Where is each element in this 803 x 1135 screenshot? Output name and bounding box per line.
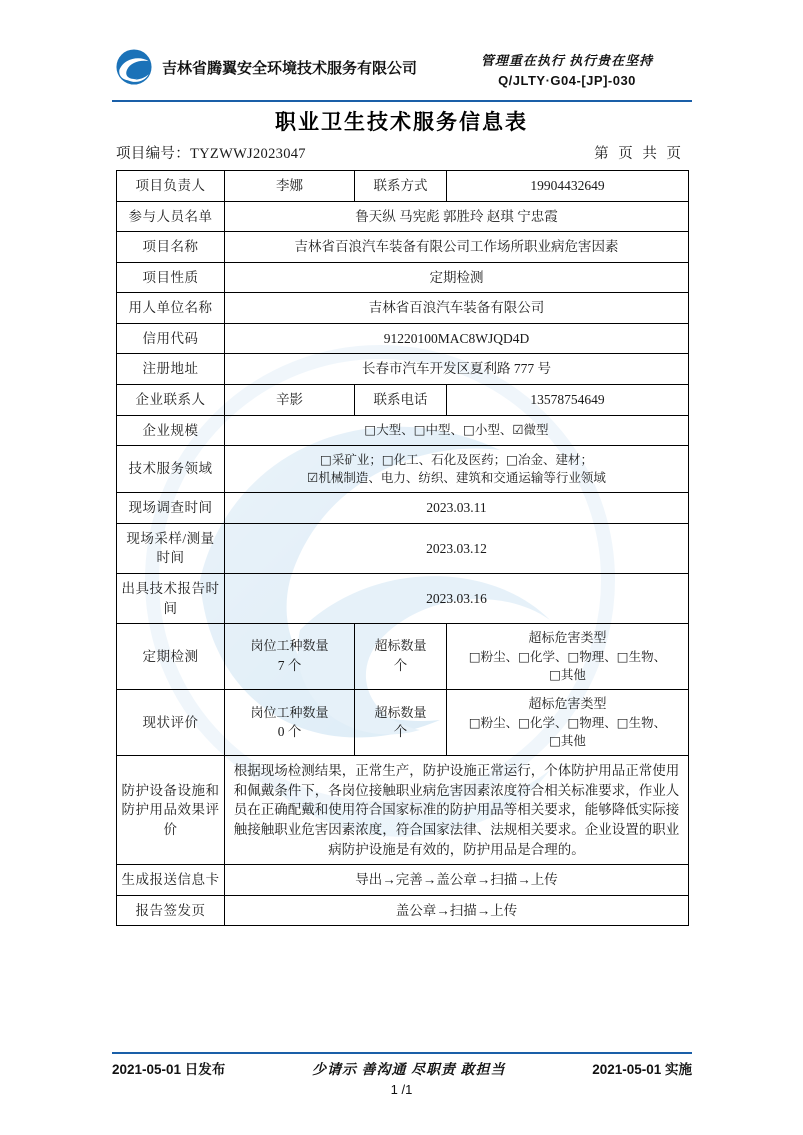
- periodic-job-count-title: 岗位工种数量: [250, 638, 329, 654]
- table-row: [117, 523, 689, 573]
- periodic-hazard-type-line-1: □粉尘、□化学、□物理、□生物、: [468, 648, 667, 664]
- table-row: [117, 415, 689, 446]
- row-value-survey-date: 2023.03.11: [225, 493, 689, 524]
- table-row-status-evaluation: [117, 690, 689, 756]
- row-label-registered-address: 注册地址: [117, 354, 225, 385]
- row-value-sampling-date: 2023.03.12: [225, 523, 689, 573]
- periodic-exceed-count: [355, 624, 447, 690]
- periodic-exceed-count-title: 超标数量: [374, 638, 427, 654]
- table-row: [117, 232, 689, 263]
- project-line: [116, 142, 688, 163]
- table-row-protection-evaluation: [117, 756, 689, 865]
- status-exceed-count-title: 超标数量: [374, 704, 427, 720]
- table-row: [117, 293, 689, 324]
- project-number-value: TYZWWJ2023047: [190, 146, 306, 162]
- row-label-service-field: 技术服务领域: [117, 446, 225, 493]
- periodic-exceed-count-value: 个: [393, 658, 408, 674]
- row-value-credit-code: 91220100MAC8WJQD4D: [225, 323, 689, 354]
- footer-slogan: 少请示 善沟通 尽职责 敢担当: [312, 1063, 506, 1078]
- footer-divider: [112, 1052, 692, 1054]
- company-name-text: 吉林省腾翼安全环境技术服务有限公司: [162, 59, 418, 77]
- status-exceed-count: [355, 690, 447, 756]
- row-label-report-card: 生成报送信息卡: [117, 865, 225, 896]
- footer-page-number: 1 /1: [390, 1082, 413, 1097]
- table-row: [117, 493, 689, 524]
- row-label-enterprise-phone: 联系电话: [355, 384, 447, 415]
- row-value-enterprise-contact: 辛影: [225, 384, 355, 415]
- table-row: [117, 201, 689, 232]
- info-table: [116, 170, 689, 926]
- status-hazard-type-title: 超标危害类型: [528, 696, 607, 712]
- row-label-protection-evaluation: 防护设备设施和防护用品效果评价: [117, 756, 225, 865]
- table-row: [117, 865, 689, 896]
- page-title: 职业卫生技术服务信息表: [275, 111, 528, 134]
- footer-effective-date: 2021-05-01 实施: [592, 1062, 692, 1077]
- periodic-hazard-type: [447, 624, 689, 690]
- periodic-job-count-value: 7 个: [277, 658, 302, 674]
- service-field-line-1: □采矿业；□化工、石化及医药；□冶金、建材；: [320, 452, 593, 468]
- row-label-enterprise-scale: 企业规模: [117, 415, 225, 446]
- row-value-sign-page: 盖公章→扫描→上传: [225, 895, 689, 926]
- row-label-sampling-date: 现场采样/测量时间: [117, 523, 225, 573]
- row-value-protection-evaluation: 根据现场检测结果，正常生产，防护设施正常运行，个体防护用品正常使用和佩戴条件下，各岗位接触职业病危害因素浓度符合相关标准要求，作业人员在正确配戴和使用符合国家标准的防护用品等相关要求，能够降低实际接触接触职业危害因素浓度，符合国家法律、法规相关要求。企业设置的职业病防护设施是有效的，防护用品是合理的。: [225, 756, 689, 865]
- row-label-sign-page: 报告签发页: [117, 895, 225, 926]
- row-label-participants: 参与人员名单: [117, 201, 225, 232]
- header-slogan: 管理重在执行 执行贵在坚持: [480, 53, 654, 68]
- document-header: [112, 48, 692, 100]
- row-label-survey-date: 现场调查时间: [117, 493, 225, 524]
- row-label-credit-code: 信用代码: [117, 323, 225, 354]
- header-meta: [442, 50, 692, 88]
- table-row: [117, 895, 689, 926]
- table-row: [117, 262, 689, 293]
- company-logo: [112, 48, 417, 86]
- row-label-report-date: 出具技术报告时间: [117, 574, 225, 624]
- row-value-registered-address: 长春市汽车开发区夏利路 777 号: [225, 354, 689, 385]
- table-row: [117, 354, 689, 385]
- row-value-participants: 鲁天纵 马宪彪 郭胜玲 赵琪 宁忠霞: [225, 201, 689, 232]
- row-label-project-name: 项目名称: [117, 232, 225, 263]
- status-job-count: [225, 690, 355, 756]
- row-value-project-name: 吉林省百浪汽车装备有限公司工作场所职业病危害因素: [225, 232, 689, 263]
- row-label-employer-name: 用人单位名称: [117, 293, 225, 324]
- status-job-count-value: 0 个: [277, 724, 302, 740]
- periodic-job-count: [225, 624, 355, 690]
- status-exceed-count-value: 个: [393, 724, 408, 740]
- periodic-hazard-type-title: 超标危害类型: [528, 630, 607, 646]
- page-count-label: 第 页 共 页: [594, 146, 684, 162]
- row-value-enterprise-phone: 13578754649: [447, 384, 689, 415]
- table-row: [117, 384, 689, 415]
- table-row: [117, 446, 689, 493]
- row-value-contact-method: 19904432649: [447, 171, 689, 202]
- project-number-label: 项目编号：: [116, 146, 190, 162]
- row-label-periodic-detection: 定期检测: [117, 624, 225, 690]
- document-footer: [112, 1058, 692, 1079]
- table-row: [117, 171, 689, 202]
- status-job-count-title: 岗位工种数量: [250, 704, 329, 720]
- status-hazard-type-line-1: □粉尘、□化学、□物理、□生物、: [468, 715, 667, 731]
- row-value-project-type: 定期检测: [225, 262, 689, 293]
- project-number: [116, 142, 306, 163]
- row-label-status-evaluation: 现状评价: [117, 690, 225, 756]
- swoosh-logo-icon: [112, 48, 156, 86]
- row-label-enterprise-contact: 企业联系人: [117, 384, 225, 415]
- row-label-project-leader: 项目负责人: [117, 171, 225, 202]
- table-row: [117, 323, 689, 354]
- table-row-periodic-detection: [117, 624, 689, 690]
- status-hazard-type-line-2: □其他: [549, 733, 586, 749]
- row-value-service-field: [225, 446, 689, 493]
- row-label-contact-method: 联系方式: [355, 171, 447, 202]
- status-hazard-type: [447, 690, 689, 756]
- periodic-hazard-type-line-2: □其他: [549, 667, 586, 683]
- row-value-report-card: 导出→完善→盖公章→扫描→上传: [225, 865, 689, 896]
- row-value-project-leader: 李娜: [225, 171, 355, 202]
- service-field-line-2: ☑机械制造、电力、纺织、建筑和交通运输等行业领域: [307, 470, 606, 486]
- table-row: [117, 574, 689, 624]
- document-code: Q/JLTY·G04-[JP]-030: [498, 73, 636, 88]
- row-label-project-type: 项目性质: [117, 262, 225, 293]
- row-value-employer-name: 吉林省百浪汽车装备有限公司: [225, 293, 689, 324]
- row-value-report-date: 2023.03.16: [225, 574, 689, 624]
- row-value-enterprise-scale: □大型、□中型、□小型、☑微型: [225, 415, 689, 446]
- footer-issue-date: 2021-05-01 日发布: [112, 1062, 226, 1077]
- header-divider: [112, 100, 692, 102]
